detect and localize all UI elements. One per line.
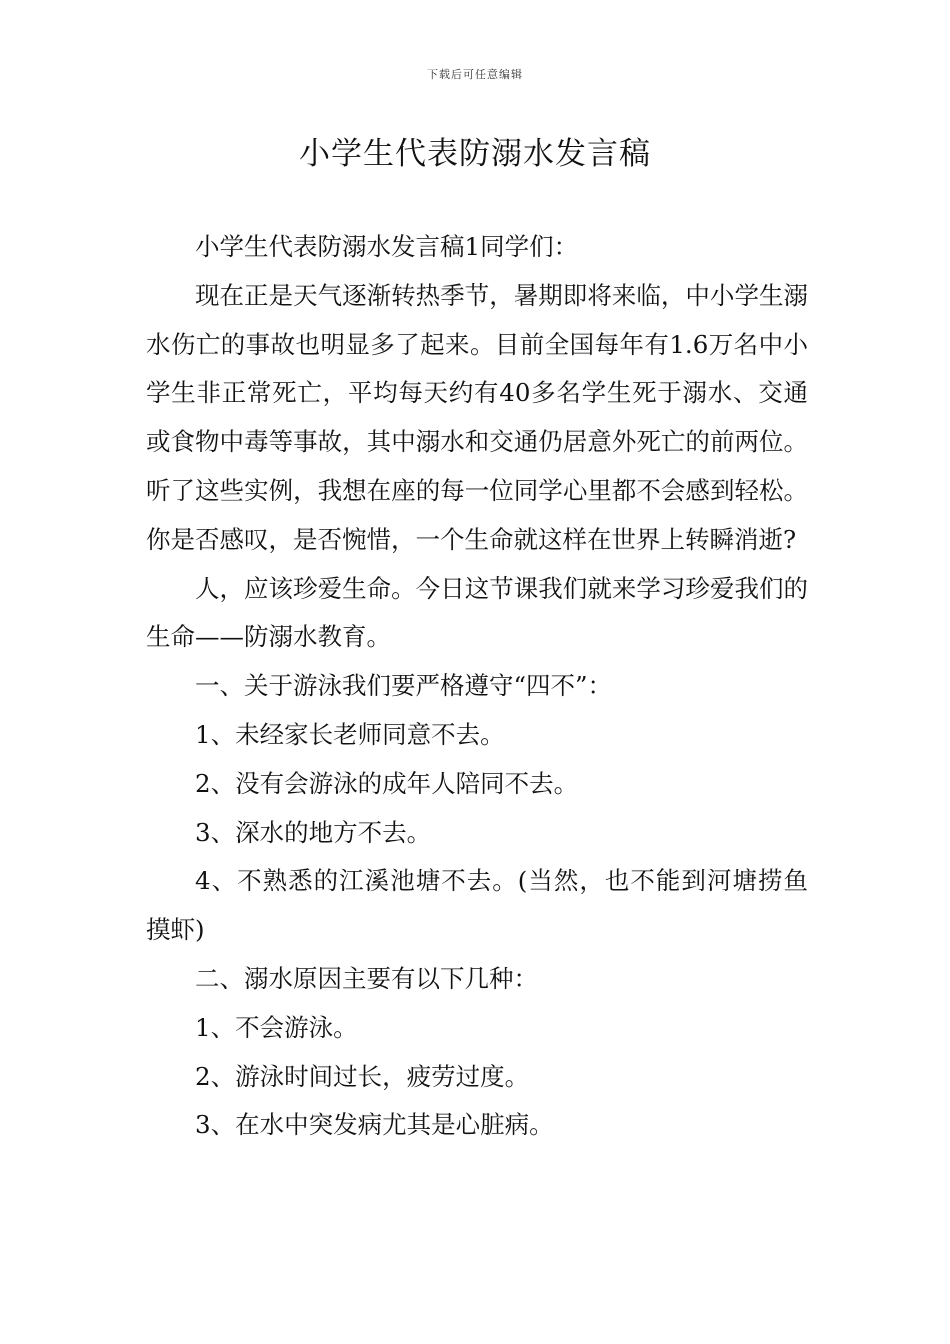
paragraph-rule-1: 1、未经家长老师同意不去。 <box>195 719 505 749</box>
paragraph-cause-1: 1、不会游泳。 <box>195 1012 358 1042</box>
paragraph-rule-4: 4、不熟悉的江溪池塘不去。(当然，也不能到河塘捞鱼摸虾) <box>146 866 808 945</box>
paragraph-greeting: 小学生代表防溺水发言稿1同学们： <box>195 232 579 261</box>
document-title: 小学生代表防溺水发言稿 <box>299 136 651 172</box>
paragraph-section-two-heading: 二、溺水原因主要有以下几种： <box>195 963 538 993</box>
paragraph-cause-3: 3、在水中突发病尤其是心脏病。 <box>195 1110 554 1140</box>
paragraph-cherish-life: 人，应该珍爱生命。今日这节课我们就来学习珍爱我们的生命——防溺水教育。 <box>146 573 808 652</box>
paragraph-section-one-heading: 一、关于游泳我们要严格遵守“四不”： <box>195 671 613 701</box>
paragraph-rule-2: 2、没有会游泳的成年人陪同不去。 <box>195 768 579 798</box>
document-body <box>146 223 808 1150</box>
paragraph-rule-3: 3、深水的地方不去。 <box>195 817 432 847</box>
paragraph-cause-2: 2、游泳时间过长，疲劳过度。 <box>195 1061 530 1091</box>
header-note: 下载后可任意编辑 <box>427 68 523 81</box>
paragraph-intro: 现在正是天气逐渐转热季节，暑期即将来临，中小学生溺水伤亡的事故也明显多了起来。目前全国每年有1.6万名中小学生非正常死亡，平均每天约有40多名学生死于溺水、交通或食物中毒等事故，其中溺水和交通仍居意外死亡的前两位。听了这些实例，我想在座的每一位同学心里都不会感到轻松。你是否感叹，是否惋惜，一个生命就这样在世界上转瞬消逝? <box>146 280 808 554</box>
